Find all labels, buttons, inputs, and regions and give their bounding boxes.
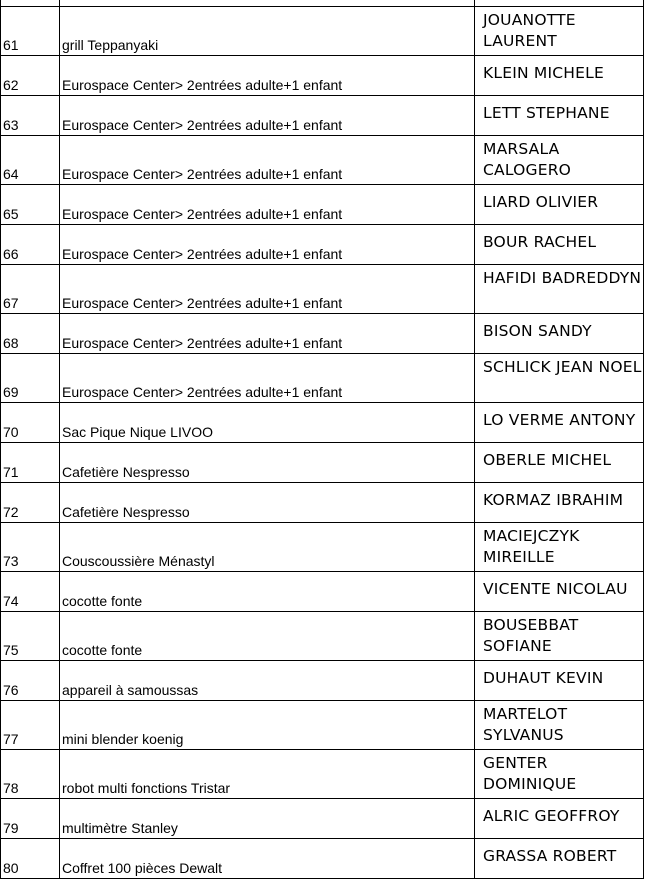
number-cell: 72 [1,483,60,523]
winner-cell: GRASSA ROBERT [475,839,644,879]
table-row [1,839,644,879]
number-cell: 77 [1,701,60,750]
number-cell: 67 [1,265,60,314]
table-row [1,572,644,612]
table-row [1,56,644,96]
winner-cell: VICENTE NICOLAU [475,572,644,612]
number-cell: 76 [1,661,60,701]
winner-cell: ALRIC GEOFFROY [475,799,644,839]
item-cell: Eurospace Center> 2entrées adulte+1 enfant [60,56,475,96]
number-cell: 73 [1,523,60,572]
winner-cell: BOUSEBBAT SOFIANE [475,612,644,661]
item-cell: Cafetière Nespresso [60,483,475,523]
item-cell: Eurospace Center> 2entrées adulte+1 enfant [60,265,475,314]
item-cell: Couscoussière Ménastyl [60,523,475,572]
number-cell: 74 [1,572,60,612]
table-row [1,314,644,354]
table-row [1,612,644,661]
winner-cell: HAFIDI BADREDDYN [475,265,644,314]
item-cell: appareil à samoussas [60,661,475,701]
number-cell: 65 [1,185,60,225]
table-row [1,523,644,572]
item-cell: Coffret 100 pièces Dewalt [60,839,475,879]
item-cell: mini blender koenig [60,701,475,750]
number-cell: 64 [1,136,60,185]
winner-cell: KLEIN MICHELE [475,56,644,96]
table-row [1,483,644,523]
winner-cell: BISON SANDY [475,314,644,354]
table-row [1,750,644,799]
item-cell: grill Teppanyaki [60,7,475,56]
item-cell: Eurospace Center> 2entrées adulte+1 enfant [60,185,475,225]
number-cell: 66 [1,225,60,265]
number-cell: 62 [1,56,60,96]
winner-cell: BOUR RACHEL [475,225,644,265]
table-row [1,7,644,56]
table-row [1,265,644,314]
table-row [1,799,644,839]
number-cell: 70 [1,403,60,443]
item-cell: Eurospace Center> 2entrées adulte+1 enfant [60,354,475,403]
table-row [1,96,644,136]
item-cell: Cafetière Nespresso [60,443,475,483]
winner-cell: KORMAZ IBRAHIM [475,483,644,523]
item-cell: robot multi fonctions Tristar [60,750,475,799]
winner-cell: MARSALA CALOGERO [475,136,644,185]
number-cell: 78 [1,750,60,799]
winner-cell: MARTELOT SYLVANUS [475,701,644,750]
number-cell: 69 [1,354,60,403]
table-row [1,354,644,403]
results-table-body [1,0,644,879]
winner-cell: LO VERME ANTONY [475,403,644,443]
winner-cell: DUHAUT KEVIN [475,661,644,701]
number-cell: 71 [1,443,60,483]
item-cell: Sac Pique Nique LIVOO [60,403,475,443]
item-cell: cocotte fonte [60,572,475,612]
winner-cell: OBERLE MICHEL [475,443,644,483]
item-cell: cocotte fonte [60,612,475,661]
table-row [1,225,644,265]
item-cell: Eurospace Center> 2entrées adulte+1 enfant [60,314,475,354]
winner-cell: GENTER DOMINIQUE [475,750,644,799]
table-row [1,136,644,185]
number-cell: 68 [1,314,60,354]
table-row [1,661,644,701]
winner-cell: LIARD OLIVIER [475,185,644,225]
winner-cell: JOUANOTTE LAURENT [475,7,644,56]
table-row [1,701,644,750]
item-cell: Eurospace Center> 2entrées adulte+1 enfant [60,225,475,265]
winner-cell: SCHLICK JEAN NOEL [475,354,644,403]
item-cell: Eurospace Center> 2entrées adulte+1 enfant [60,136,475,185]
number-cell: 75 [1,612,60,661]
winner-cell: LETT STEPHANE [475,96,644,136]
number-cell: 63 [1,96,60,136]
number-cell: 80 [1,839,60,879]
table-row [1,443,644,483]
number-cell: 79 [1,799,60,839]
winner-cell: MACIEJCZYK MIREILLE [475,523,644,572]
table-row [1,185,644,225]
number-cell: 61 [1,7,60,56]
item-cell: multimètre Stanley [60,799,475,839]
table-row [1,403,644,443]
item-cell: Eurospace Center> 2entrées adulte+1 enfant [60,96,475,136]
